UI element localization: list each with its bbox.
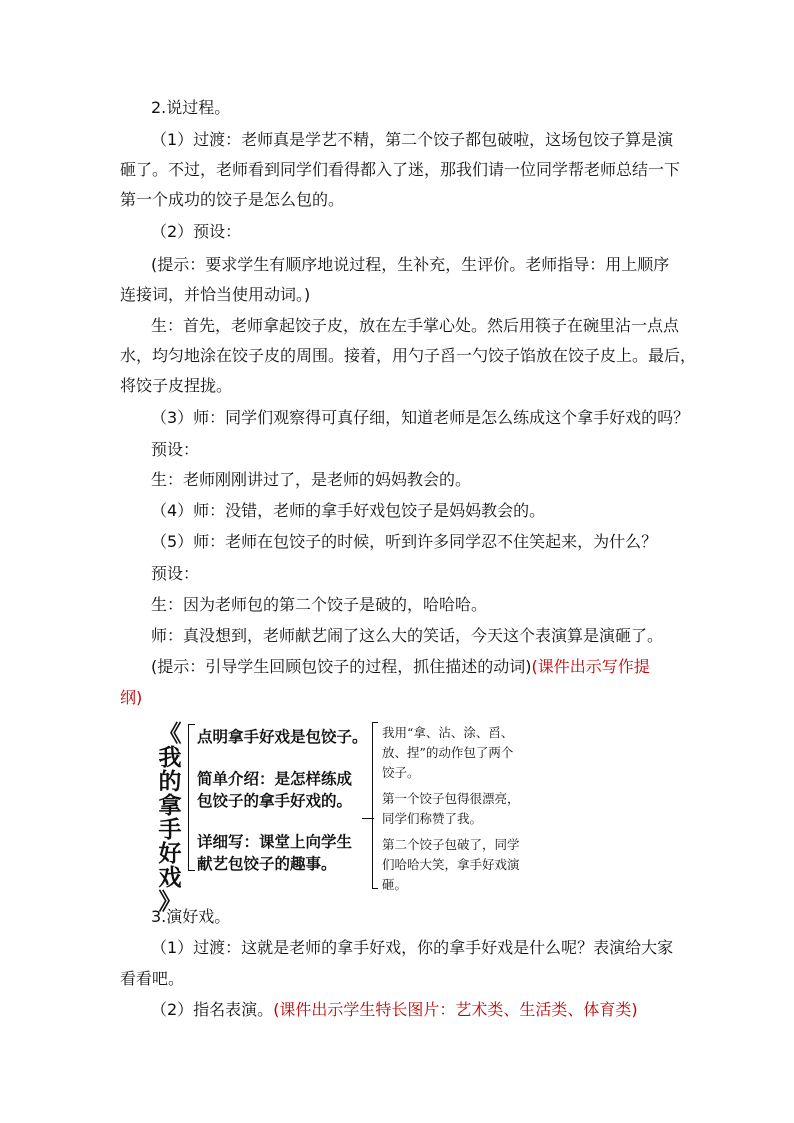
outline-title-char: 拿 — [158, 792, 182, 819]
student-answer-line-1: 生：首先，老师拿起饺子皮，放在左手掌心处。然后用筷子在碗里沾一点点 — [151, 316, 680, 335]
outline-detail-3-line-1: 第二个饺子包破了，同学 — [382, 837, 520, 852]
teacher-remark-5: 师：真没想到，老师献艺闹了这么大的笑话，今天这个表演算是演砸了。 — [151, 626, 664, 645]
outline-title-char: 戏 — [158, 864, 182, 891]
outline-title — [154, 722, 186, 914]
preset-label-5: 预设： — [151, 564, 200, 583]
outline-title-char: 我 — [158, 744, 182, 771]
outline-detail-2-line-1: 第一个饺子包得很漂亮， — [382, 791, 520, 806]
teacher-remark-4: （4）师：没错，老师的拿手好戏包饺子是妈妈教会的。 — [151, 501, 546, 520]
paragraph-transition-line-1: （1）过渡：老师真是学艺不精，第二个饺子都包破啦，这场包饺子算是演 — [151, 130, 674, 149]
outline-item-brief-line-1: 简单介绍：是怎样练成 — [197, 769, 353, 788]
section-3-transition-line-2: 看看吧。 — [120, 969, 185, 988]
tip-2-line-2: 纲) — [120, 688, 143, 707]
courseware-note: (课件出示写作提 — [531, 657, 650, 676]
student-answer-line-3: 将饺子皮捏拢。 — [120, 376, 233, 395]
section-3-transition-line-1: （1）过渡：这就是老师的拿手好戏，你的拿手好戏是什么呢？表演给大家 — [151, 938, 674, 957]
teacher-question-5: （5）师：老师在包饺子的时候，听到许多同学忍不住笑起来，为什么？ — [151, 532, 658, 551]
student-answer-3: 生：老师刚刚讲过了，是老师的妈妈教会的。 — [151, 470, 472, 489]
outline-title-char: 手 — [158, 816, 182, 843]
outline-item-brief-line-2: 包饺子的拿手好戏的。 — [197, 791, 353, 810]
tip-2-line-1 — [151, 657, 650, 677]
outline-detail-3-line-2: 们哈哈大笑，拿手好戏演 — [382, 857, 520, 872]
courseware-images-note: (课件出示学生特长图片：艺术类、生活类、体育类) — [273, 1000, 638, 1019]
outline-item-detail-line-1: 详细写：课堂上向学生 — [197, 832, 353, 851]
performance-text: （2）指名表演。 — [151, 1000, 274, 1019]
paragraph-transition-line-2: 砸了。不过，老师看到同学们看得都入了迷，那我们请一位同学帮老师总结一下 — [120, 160, 681, 179]
outline-detail-1-line-2: 放、捏”的动作包了两个 — [382, 745, 514, 760]
outline-title-char: 好 — [158, 840, 182, 867]
outline-item-intro: 点明拿手好戏是包饺子。 — [197, 727, 368, 746]
outline-title-char: 《 — [158, 720, 182, 747]
outline-detail-3-line-3: 砸。 — [382, 877, 408, 892]
teacher-question-3: （3）师：同学们观察得可真仔细，知道老师是怎么练成这个拿手好戏的吗？ — [151, 408, 690, 427]
outline-item-detail-line-2: 献艺包饺子的趣事。 — [197, 854, 337, 873]
student-answer-5: 生：因为老师包的第二个饺子是破的，哈哈哈。 — [151, 595, 488, 614]
outline-bracket-right — [372, 722, 378, 889]
tip-2-text: (提示：引导学生回顾包饺子的过程，抓住描述的动词) — [151, 657, 532, 676]
paragraph-preset: （2）预设： — [151, 222, 242, 241]
outline-detail-2-line-2: 同学们称赞了我。 — [382, 811, 483, 826]
preset-label-3: 预设： — [151, 440, 200, 459]
student-answer-line-2: 水，均匀地涂在饺子皮的周围。接着，用勺子舀一勺饺子馅放在饺子皮上。最后， — [120, 346, 697, 365]
outline-detail-1-line-1: 我用“拿、沾、涂、舀、 — [382, 725, 514, 740]
outline-title-char: 》 — [158, 888, 182, 915]
tip-line-2: 连接词，并恰当使用动词。) — [120, 285, 311, 304]
outline-bracket-middle — [188, 724, 195, 871]
tip-line-1: (提示：要求学生有顺序地说过程，生补充，生评价。老师指导：用上顺序 — [151, 255, 670, 274]
section-3-performance — [151, 1000, 638, 1020]
paragraph-transition-line-3: 第一个成功的饺子是怎么包的。 — [120, 190, 345, 209]
section-3-heading: 3.演好戏。 — [151, 907, 231, 926]
outline-detail-1-line-3: 饺子。 — [382, 765, 420, 780]
outline-title-char: 的 — [158, 768, 182, 795]
section-2-heading: 2.说过程。 — [151, 98, 231, 117]
